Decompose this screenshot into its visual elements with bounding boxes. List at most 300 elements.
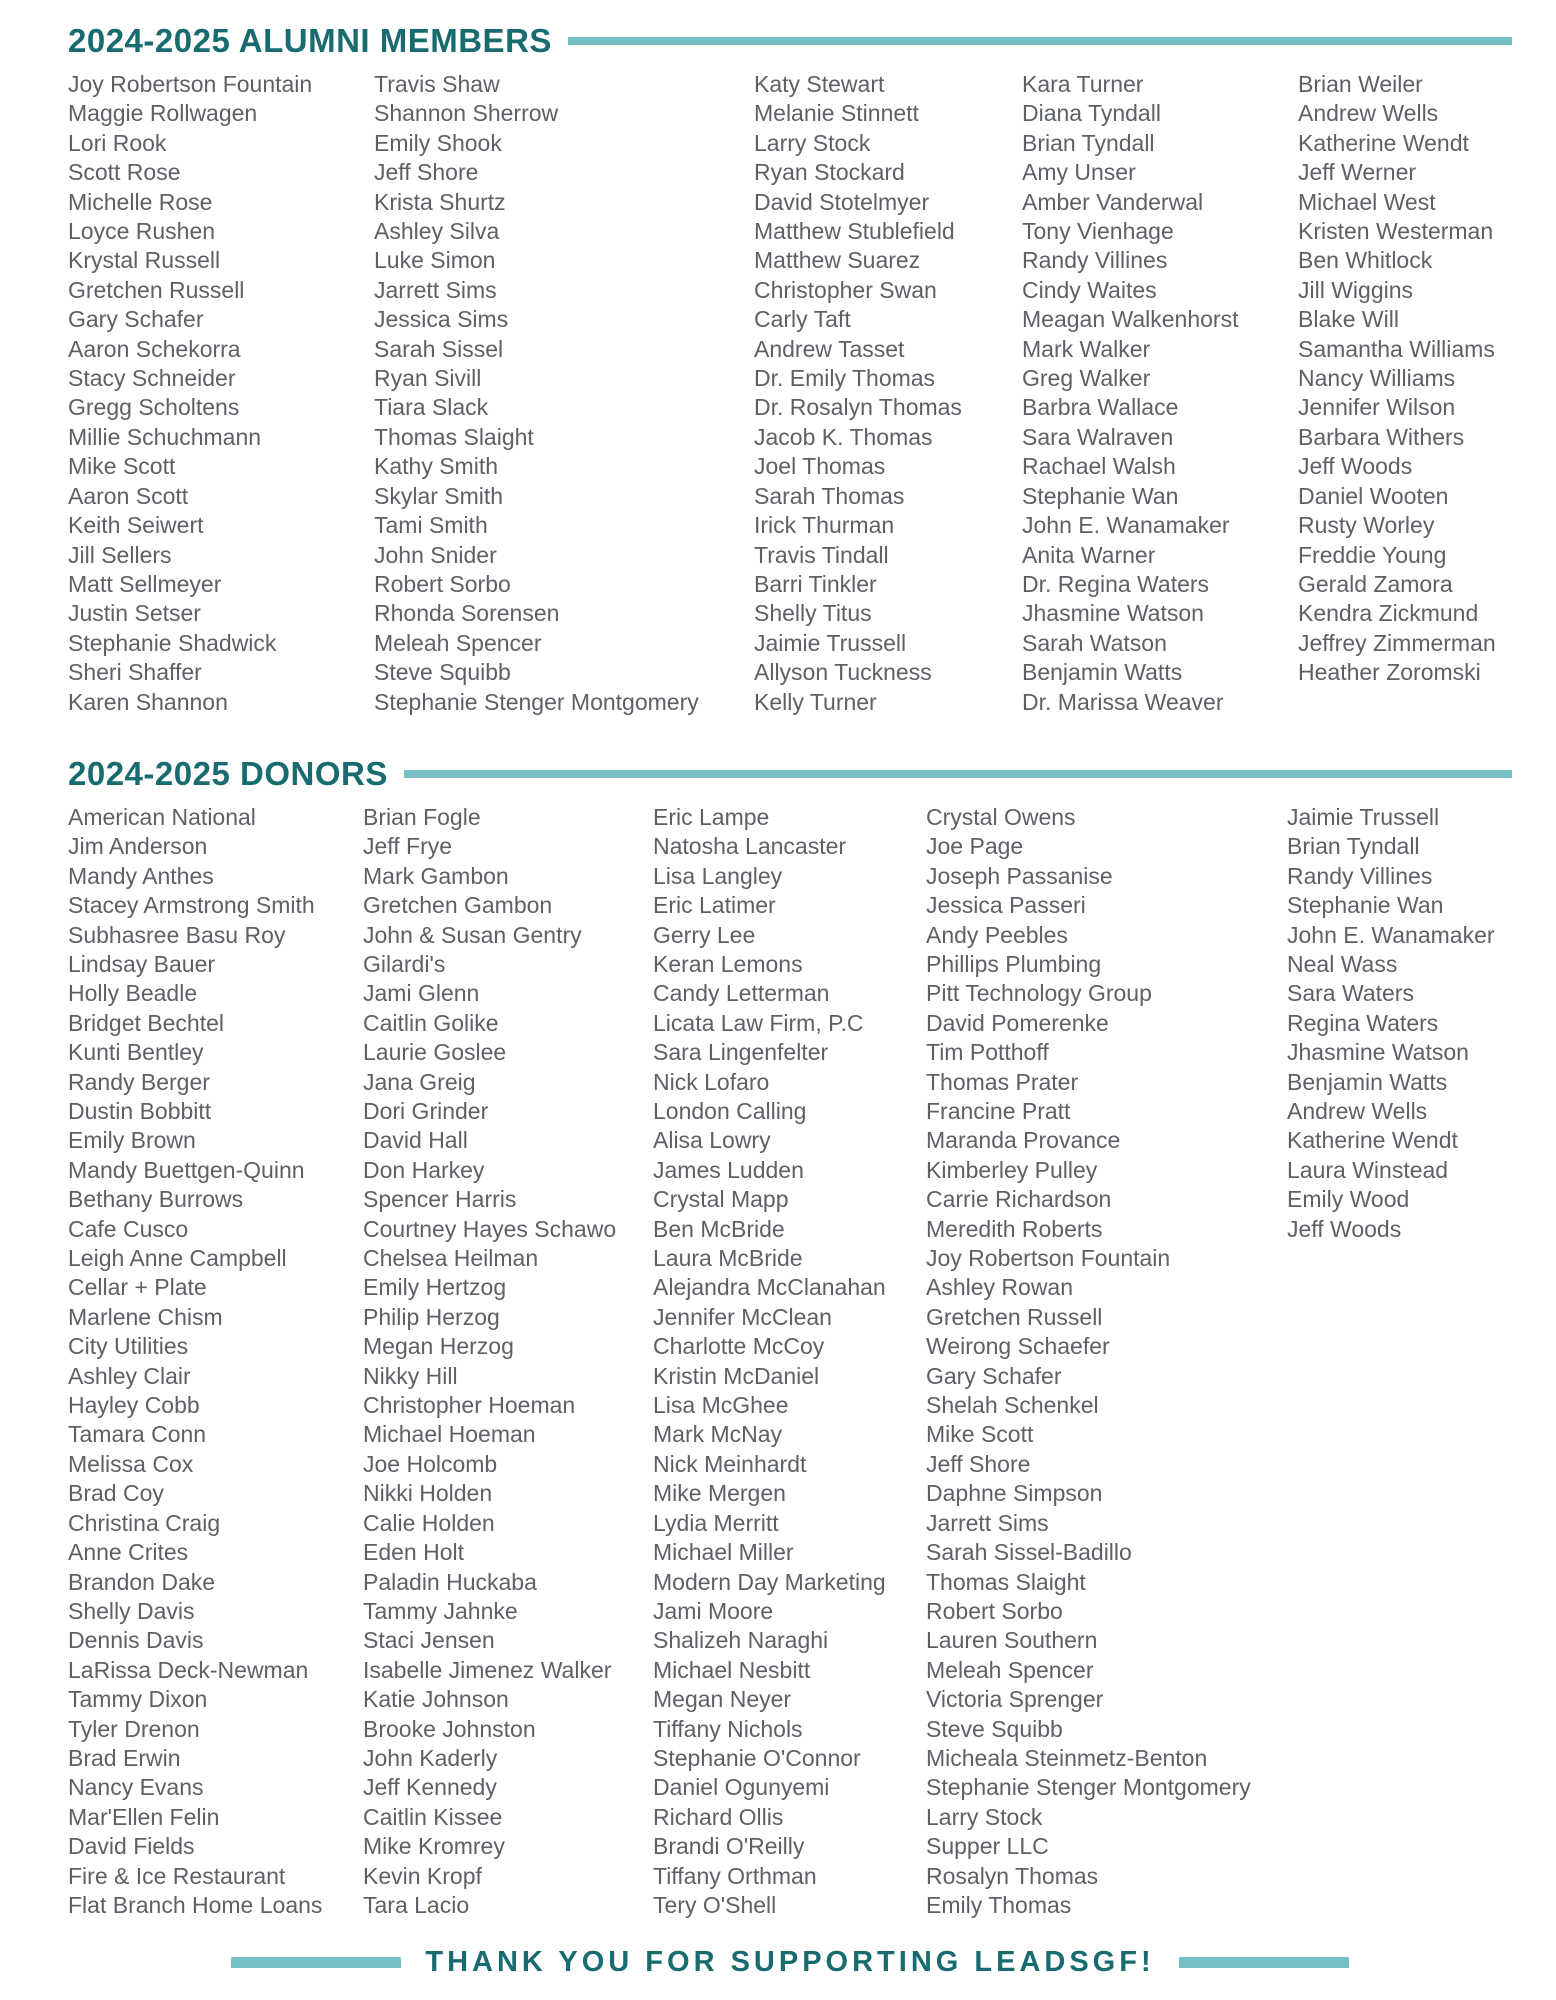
name-item: Stephanie Wan xyxy=(1287,892,1444,919)
name-item: David Fields xyxy=(68,1833,195,1860)
name-item: Mike Scott xyxy=(926,1421,1034,1448)
name-item: Alisa Lowry xyxy=(653,1127,771,1154)
alumni-name-grid xyxy=(68,70,1512,717)
footer-right-bar xyxy=(1179,1957,1349,1968)
name-item: Joel Thomas xyxy=(754,453,886,480)
name-item: Richard Ollis xyxy=(653,1803,784,1830)
name-item: Melanie Stinnett xyxy=(754,100,919,127)
name-item: Candy Letterman xyxy=(653,980,830,1007)
name-item: Modern Day Marketing xyxy=(653,1568,886,1595)
name-item: Tery O'Shell xyxy=(653,1891,777,1918)
name-item: Jaimie Trussell xyxy=(1287,803,1440,830)
name-item: Flat Branch Home Loans xyxy=(68,1891,323,1918)
name-item: Jeff Woods xyxy=(1287,1215,1402,1242)
name-item: Jeff Frye xyxy=(363,833,453,860)
name-item: Natosha Lancaster xyxy=(653,833,847,860)
name-item: American National xyxy=(68,803,256,830)
name-item: Shannon Sherrow xyxy=(374,100,559,127)
name-item: Randy Villines xyxy=(1022,247,1168,274)
footer xyxy=(68,1946,1512,1979)
name-item: Lauren Southern xyxy=(926,1627,1098,1654)
name-item: Dennis Davis xyxy=(68,1627,204,1654)
name-item: Samantha Williams xyxy=(1298,335,1495,362)
name-item: Stacy Schneider xyxy=(68,365,236,392)
name-item: Sarah Sissel-Badillo xyxy=(926,1539,1132,1566)
name-item: Regina Waters xyxy=(1287,1009,1439,1036)
name-item: Katherine Wendt xyxy=(1298,129,1469,156)
name-item: Steve Squibb xyxy=(374,659,511,686)
name-item: Dori Grinder xyxy=(363,1098,489,1124)
name-item: Carly Taft xyxy=(754,306,851,333)
name-item: Diana Tyndall xyxy=(1022,100,1161,127)
name-item: Brandon Dake xyxy=(68,1568,216,1595)
name-item: Maranda Provance xyxy=(926,1127,1121,1154)
name-item: Tiffany Orthman xyxy=(653,1862,817,1889)
name-item: Brian Fogle xyxy=(363,803,481,830)
name-item: Katherine Wendt xyxy=(1287,1127,1458,1154)
name-item: Sara Lingenfelter xyxy=(653,1039,829,1066)
name-item: Travis Shaw xyxy=(374,71,500,97)
name-item: Christopher Hoeman xyxy=(363,1392,576,1419)
name-item: Mike Kromrey xyxy=(363,1833,505,1860)
name-item: Sara Waters xyxy=(1287,980,1414,1007)
name-item: Nick Meinhardt xyxy=(653,1450,807,1477)
name-item: Jill Sellers xyxy=(68,541,172,568)
name-item: Michael Miller xyxy=(653,1539,794,1566)
donors-name-grid xyxy=(68,803,1512,1920)
name-item: Irick Thurman xyxy=(754,512,895,539)
name-item: Meagan Walkenhorst xyxy=(1022,306,1239,333)
name-item: Greg Walker xyxy=(1022,365,1151,392)
name-item: Jeffrey Zimmerman xyxy=(1298,629,1496,656)
name-item: Alejandra McClanahan xyxy=(653,1274,886,1301)
section-donors xyxy=(68,755,1512,1920)
name-item: Randy Berger xyxy=(68,1068,210,1095)
name-item: Sarah Watson xyxy=(1022,629,1167,656)
name-item: Maggie Rollwagen xyxy=(68,100,258,127)
name-item: David Pomerenke xyxy=(926,1009,1109,1036)
name-item: Andrew Tasset xyxy=(754,335,905,362)
name-item: Nick Lofaro xyxy=(653,1068,770,1095)
name-item: Christina Craig xyxy=(68,1509,221,1536)
name-item: Leigh Anne Campbell xyxy=(68,1245,287,1272)
name-item: David Hall xyxy=(363,1127,468,1154)
name-item: Andy Peebles xyxy=(926,921,1068,948)
name-item: Stephanie Wan xyxy=(1022,482,1179,509)
name-item: Weirong Schaefer xyxy=(926,1333,1110,1360)
name-item: Megan Herzog xyxy=(363,1333,514,1360)
name-item: Brad Erwin xyxy=(68,1744,181,1771)
name-item: Matthew Suarez xyxy=(754,247,921,274)
name-item: Joe Page xyxy=(926,833,1024,860)
name-item: Bridget Bechtel xyxy=(68,1009,224,1036)
name-item: Heather Zoromski xyxy=(1298,659,1481,686)
name-item: Joseph Passanise xyxy=(926,862,1113,889)
name-item: Joy Robertson Fountain xyxy=(926,1245,1171,1272)
name-item: Nancy Evans xyxy=(68,1774,204,1801)
name-item: Michelle Rose xyxy=(68,188,213,215)
donors-column-5 xyxy=(1287,803,1512,1920)
name-item: Gretchen Gambon xyxy=(363,892,553,919)
name-item: Caitlin Kissee xyxy=(363,1803,503,1830)
name-item: Crystal Owens xyxy=(926,803,1076,830)
name-item: Tami Smith xyxy=(374,512,488,539)
name-item: Gregg Scholtens xyxy=(68,394,240,421)
name-item: Travis Tindall xyxy=(754,541,889,568)
name-item: Christopher Swan xyxy=(754,276,937,303)
name-item: Megan Neyer xyxy=(653,1686,792,1713)
name-item: Sara Walraven xyxy=(1022,423,1174,450)
name-item: Ryan Sivill xyxy=(374,365,482,392)
name-item: Isabelle Jimenez Walker xyxy=(363,1656,612,1683)
name-item: Neal Wass xyxy=(1287,950,1398,977)
name-item: Brooke Johnston xyxy=(363,1715,536,1742)
name-item: Stephanie Stenger Montgomery xyxy=(926,1774,1251,1801)
name-item: Jeff Shore xyxy=(926,1450,1031,1477)
name-item: Ashley Silva xyxy=(374,218,500,245)
name-item: Laura McBride xyxy=(653,1245,803,1272)
name-item: Tyler Drenon xyxy=(68,1715,200,1742)
name-item: Andrew Wells xyxy=(1298,100,1439,127)
name-item: Emily Wood xyxy=(1287,1186,1410,1213)
name-item: Gerry Lee xyxy=(653,921,756,948)
name-item: Brian Weiler xyxy=(1298,71,1423,97)
name-item: LaRissa Deck-Newman xyxy=(68,1656,309,1683)
name-item: Jeff Shore xyxy=(374,159,479,186)
name-item: Supper LLC xyxy=(926,1833,1049,1860)
name-item: Eden Holt xyxy=(363,1539,465,1566)
name-item: Cellar + Plate xyxy=(68,1274,207,1301)
name-item: Ben Whitlock xyxy=(1298,247,1433,274)
name-item: Gary Schafer xyxy=(926,1362,1062,1389)
name-item: Amy Unser xyxy=(1022,159,1136,186)
name-item: Jill Wiggins xyxy=(1298,276,1414,303)
name-item: Paladin Huckaba xyxy=(363,1568,537,1595)
name-item: Barbara Withers xyxy=(1298,423,1465,450)
name-item: Karen Shannon xyxy=(68,688,228,715)
name-item: John E. Wanamaker xyxy=(1287,921,1495,948)
footer-text: THANK YOU FOR SUPPORTING LEADSGF! xyxy=(425,1946,1155,1979)
name-item: John Snider xyxy=(374,541,497,568)
name-item: Jami Moore xyxy=(653,1597,774,1624)
name-item: Jarrett Sims xyxy=(374,276,497,303)
name-item: Jeff Werner xyxy=(1298,159,1417,186)
name-item: Caitlin Golike xyxy=(363,1009,499,1036)
name-item: Jennifer McClean xyxy=(653,1303,832,1330)
name-item: Jami Glenn xyxy=(363,980,480,1007)
name-item: Stephanie O'Connor xyxy=(653,1744,861,1771)
alumni-column-3 xyxy=(754,70,1022,717)
name-item: Charlotte McCoy xyxy=(653,1333,825,1360)
name-item: Thomas Slaight xyxy=(926,1568,1086,1595)
name-item: James Ludden xyxy=(653,1156,804,1183)
name-item: Meredith Roberts xyxy=(926,1215,1103,1242)
name-item: Fire & Ice Restaurant xyxy=(68,1862,286,1889)
name-item: Calie Holden xyxy=(363,1509,495,1536)
name-item: Mar'Ellen Felin xyxy=(68,1803,220,1830)
alumni-section-title: 2024-2025 ALUMNI MEMBERS xyxy=(68,22,552,59)
name-item: Michael Hoeman xyxy=(363,1421,536,1448)
name-item: Kara Turner xyxy=(1022,71,1144,97)
name-item: Jhasmine Watson xyxy=(1022,600,1204,627)
name-item: Sarah Thomas xyxy=(754,482,905,509)
donors-column-4 xyxy=(926,803,1287,1920)
name-item: Steve Squibb xyxy=(926,1715,1063,1742)
name-item: Luke Simon xyxy=(374,247,496,274)
name-item: Keith Seiwert xyxy=(68,512,204,539)
name-item: Meleah Spencer xyxy=(926,1656,1094,1683)
name-item: Matthew Stublefield xyxy=(754,218,955,245)
name-item: Stephanie Stenger Montgomery xyxy=(374,688,699,715)
name-item: Gilardi's xyxy=(363,950,446,977)
name-item: Matt Sellmeyer xyxy=(68,570,222,597)
name-item: Daniel Ogunyemi xyxy=(653,1774,830,1801)
name-item: Sarah Sissel xyxy=(374,335,504,362)
name-item: Aaron Schekorra xyxy=(68,335,241,362)
name-item: Eric Lampe xyxy=(653,803,770,830)
name-item: Philip Herzog xyxy=(363,1303,500,1330)
name-item: Brandi O'Reilly xyxy=(653,1833,805,1860)
alumni-column-1 xyxy=(68,70,374,717)
alumni-header-rule xyxy=(568,37,1512,45)
name-item: Katy Stewart xyxy=(754,71,885,97)
name-item: Freddie Young xyxy=(1298,541,1447,568)
name-item: Hayley Cobb xyxy=(68,1392,200,1419)
name-item: Staci Jensen xyxy=(363,1627,495,1654)
name-item: Lisa Langley xyxy=(653,862,783,889)
donors-column-1 xyxy=(68,803,363,1920)
name-item: Jennifer Wilson xyxy=(1298,394,1456,421)
name-item: Jeff Woods xyxy=(1298,453,1413,480)
name-item: Jaimie Trussell xyxy=(754,629,907,656)
alumni-column-5 xyxy=(1298,70,1512,717)
name-item: Scott Rose xyxy=(68,159,181,186)
name-item: Ashley Clair xyxy=(68,1362,191,1389)
name-item: Laurie Goslee xyxy=(363,1039,507,1066)
name-item: John Kaderly xyxy=(363,1744,498,1771)
name-item: Subhasree Basu Roy xyxy=(68,921,286,948)
name-item: Mark Gambon xyxy=(363,862,509,889)
name-item: Kunti Bentley xyxy=(68,1039,204,1066)
name-item: Jim Anderson xyxy=(68,833,208,860)
name-item: Larry Stock xyxy=(926,1803,1043,1830)
name-item: Shalizeh Naraghi xyxy=(653,1627,829,1654)
name-item: Krista Shurtz xyxy=(374,188,506,215)
name-item: Rachael Walsh xyxy=(1022,453,1176,480)
name-item: Thomas Prater xyxy=(926,1068,1079,1095)
name-item: Francine Pratt xyxy=(926,1098,1071,1124)
alumni-column-4 xyxy=(1022,70,1298,717)
name-item: Anne Crites xyxy=(68,1539,189,1566)
footer-left-bar xyxy=(231,1957,401,1968)
name-item: Brian Tyndall xyxy=(1022,129,1155,156)
name-item: London Calling xyxy=(653,1098,807,1124)
name-item: Brad Coy xyxy=(68,1480,164,1507)
name-item: Jhasmine Watson xyxy=(1287,1039,1469,1066)
name-item: Barri Tinkler xyxy=(754,570,877,597)
name-item: Emily Brown xyxy=(68,1127,196,1154)
name-item: Ben McBride xyxy=(653,1215,785,1242)
name-item: Benjamin Watts xyxy=(1287,1068,1448,1095)
name-item: Randy Villines xyxy=(1287,862,1433,889)
name-item: Allyson Tuckness xyxy=(754,659,932,686)
name-item: Kevin Kropf xyxy=(363,1862,482,1889)
name-item: Joe Holcomb xyxy=(363,1450,498,1477)
name-item: Mandy Anthes xyxy=(68,862,214,889)
name-item: Benjamin Watts xyxy=(1022,659,1183,686)
name-item: Crystal Mapp xyxy=(653,1186,789,1213)
name-item: Amber Vanderwal xyxy=(1022,188,1204,215)
name-item: Cindy Waites xyxy=(1022,276,1157,303)
name-item: Courtney Hayes Schawo xyxy=(363,1215,617,1242)
name-item: Mike Mergen xyxy=(653,1480,786,1507)
name-item: Kendra Zickmund xyxy=(1298,600,1479,627)
name-item: Nikki Holden xyxy=(363,1480,493,1507)
name-item: John & Susan Gentry xyxy=(363,921,582,948)
name-item: Barbra Wallace xyxy=(1022,394,1179,421)
name-item: Nikky Hill xyxy=(363,1362,458,1389)
name-item: Stephanie Shadwick xyxy=(68,629,277,656)
name-item: Brian Tyndall xyxy=(1287,833,1420,860)
name-item: Gerald Zamora xyxy=(1298,570,1453,597)
name-item: Eric Latimer xyxy=(653,892,776,919)
name-item: Ashley Rowan xyxy=(926,1274,1074,1301)
name-item: Dustin Bobbitt xyxy=(68,1098,212,1124)
name-item: Mandy Buettgen-Quinn xyxy=(68,1156,305,1183)
name-item: Robert Sorbo xyxy=(926,1597,1063,1624)
name-item: Larry Stock xyxy=(754,129,871,156)
name-item: Dr. Rosalyn Thomas xyxy=(754,394,962,421)
name-item: Tony Vienhage xyxy=(1022,218,1174,245)
name-item: Don Harkey xyxy=(363,1156,485,1183)
name-item: Michael West xyxy=(1298,188,1436,215)
name-item: Jacob K. Thomas xyxy=(754,423,933,450)
name-item: Nancy Williams xyxy=(1298,365,1456,392)
name-item: Phillips Plumbing xyxy=(926,950,1102,977)
name-item: Cafe Cusco xyxy=(68,1215,189,1242)
name-item: Tara Lacio xyxy=(363,1891,470,1918)
name-item: Anita Warner xyxy=(1022,541,1156,568)
name-item: Micheala Steinmetz-Benton xyxy=(926,1744,1208,1771)
name-item: Bethany Burrows xyxy=(68,1186,244,1213)
name-item: Rhonda Sorensen xyxy=(374,600,560,627)
alumni-column-2 xyxy=(374,70,754,717)
name-item: Gretchen Russell xyxy=(926,1303,1103,1330)
name-item: Tamara Conn xyxy=(68,1421,207,1448)
name-item: Spencer Harris xyxy=(363,1186,517,1213)
name-item: Melissa Cox xyxy=(68,1450,194,1477)
name-item: Carrie Richardson xyxy=(926,1186,1112,1213)
name-item: Mike Scott xyxy=(68,453,176,480)
name-item: Emily Thomas xyxy=(926,1891,1072,1918)
name-item: Thomas Slaight xyxy=(374,423,534,450)
name-item: Skylar Smith xyxy=(374,482,504,509)
name-item: Dr. Marissa Weaver xyxy=(1022,688,1224,715)
name-item: Dr. Emily Thomas xyxy=(754,365,936,392)
name-item: Tiara Slack xyxy=(374,394,489,421)
name-item: Keran Lemons xyxy=(653,950,803,977)
name-item: Laura Winstead xyxy=(1287,1156,1449,1183)
name-item: Rusty Worley xyxy=(1298,512,1435,539)
name-item: Daniel Wooten xyxy=(1298,482,1449,509)
name-item: Shelly Davis xyxy=(68,1597,195,1624)
name-item: Kristen Westerman xyxy=(1298,218,1494,245)
donors-column-2 xyxy=(363,803,653,1920)
name-item: Meleah Spencer xyxy=(374,629,542,656)
name-item: City Utilities xyxy=(68,1333,189,1360)
name-item: Loyce Rushen xyxy=(68,218,216,245)
name-item: Kristin McDaniel xyxy=(653,1362,820,1389)
name-item: Kelly Turner xyxy=(754,688,877,715)
name-item: Pitt Technology Group xyxy=(926,980,1152,1007)
name-item: Tiffany Nichols xyxy=(653,1715,803,1742)
name-item: Kathy Smith xyxy=(374,453,498,480)
name-item: Lisa McGhee xyxy=(653,1392,789,1419)
name-item: Jarrett Sims xyxy=(926,1509,1049,1536)
name-item: Tim Potthoff xyxy=(926,1039,1049,1066)
name-item: Justin Setser xyxy=(68,600,201,627)
name-item: Tammy Dixon xyxy=(68,1686,208,1713)
name-item: Joy Robertson Fountain xyxy=(68,71,313,97)
name-item: John E. Wanamaker xyxy=(1022,512,1230,539)
name-item: Aaron Scott xyxy=(68,482,189,509)
donors-section-header xyxy=(68,755,1512,793)
name-item: Holly Beadle xyxy=(68,980,198,1007)
name-item: Mark Walker xyxy=(1022,335,1151,362)
name-item: Emily Shook xyxy=(374,129,502,156)
name-item: Rosalyn Thomas xyxy=(926,1862,1099,1889)
donors-section-title: 2024-2025 DONORS xyxy=(68,754,388,792)
name-item: Lydia Merritt xyxy=(653,1509,779,1536)
name-item: Dr. Regina Waters xyxy=(1022,570,1210,597)
name-item: Tammy Jahnke xyxy=(363,1597,518,1624)
name-item: Emily Hertzog xyxy=(363,1274,507,1301)
name-item: Katie Johnson xyxy=(363,1686,509,1713)
name-item: Sheri Shaffer xyxy=(68,659,202,686)
alumni-section-header xyxy=(68,22,1512,60)
name-item: Licata Law Firm, P.C xyxy=(653,1009,864,1036)
section-alumni xyxy=(68,22,1512,717)
donors-column-3 xyxy=(653,803,926,1920)
name-item: Shelah Schenkel xyxy=(926,1392,1099,1419)
name-item: Mark McNay xyxy=(653,1421,783,1448)
name-item: Ryan Stockard xyxy=(754,159,905,186)
name-item: Marlene Chism xyxy=(68,1303,223,1330)
name-item: Kimberley Pulley xyxy=(926,1156,1098,1183)
name-item: Jeff Kennedy xyxy=(363,1774,497,1801)
name-item: Krystal Russell xyxy=(68,247,221,274)
name-item: Jana Greig xyxy=(363,1068,476,1095)
name-item: Shelly Titus xyxy=(754,600,872,627)
name-item: Daphne Simpson xyxy=(926,1480,1103,1507)
name-item: Victoria Sprenger xyxy=(926,1686,1104,1713)
name-item: Millie Schuchmann xyxy=(68,423,262,450)
name-item: Gary Schafer xyxy=(68,306,204,333)
name-item: Lori Rook xyxy=(68,129,167,156)
donors-header-rule xyxy=(404,770,1512,778)
name-item: Andrew Wells xyxy=(1287,1098,1428,1124)
name-item: Blake Will xyxy=(1298,306,1399,333)
name-item: David Stotelmyer xyxy=(754,188,930,215)
name-item: Chelsea Heilman xyxy=(363,1245,539,1272)
name-item: Stacey Armstrong Smith xyxy=(68,892,315,919)
name-item: Gretchen Russell xyxy=(68,276,245,303)
name-item: Lindsay Bauer xyxy=(68,950,216,977)
name-item: Jessica Sims xyxy=(374,306,509,333)
name-item: Jessica Passeri xyxy=(926,892,1086,919)
name-item: Robert Sorbo xyxy=(374,570,511,597)
name-item: Michael Nesbitt xyxy=(653,1656,811,1683)
